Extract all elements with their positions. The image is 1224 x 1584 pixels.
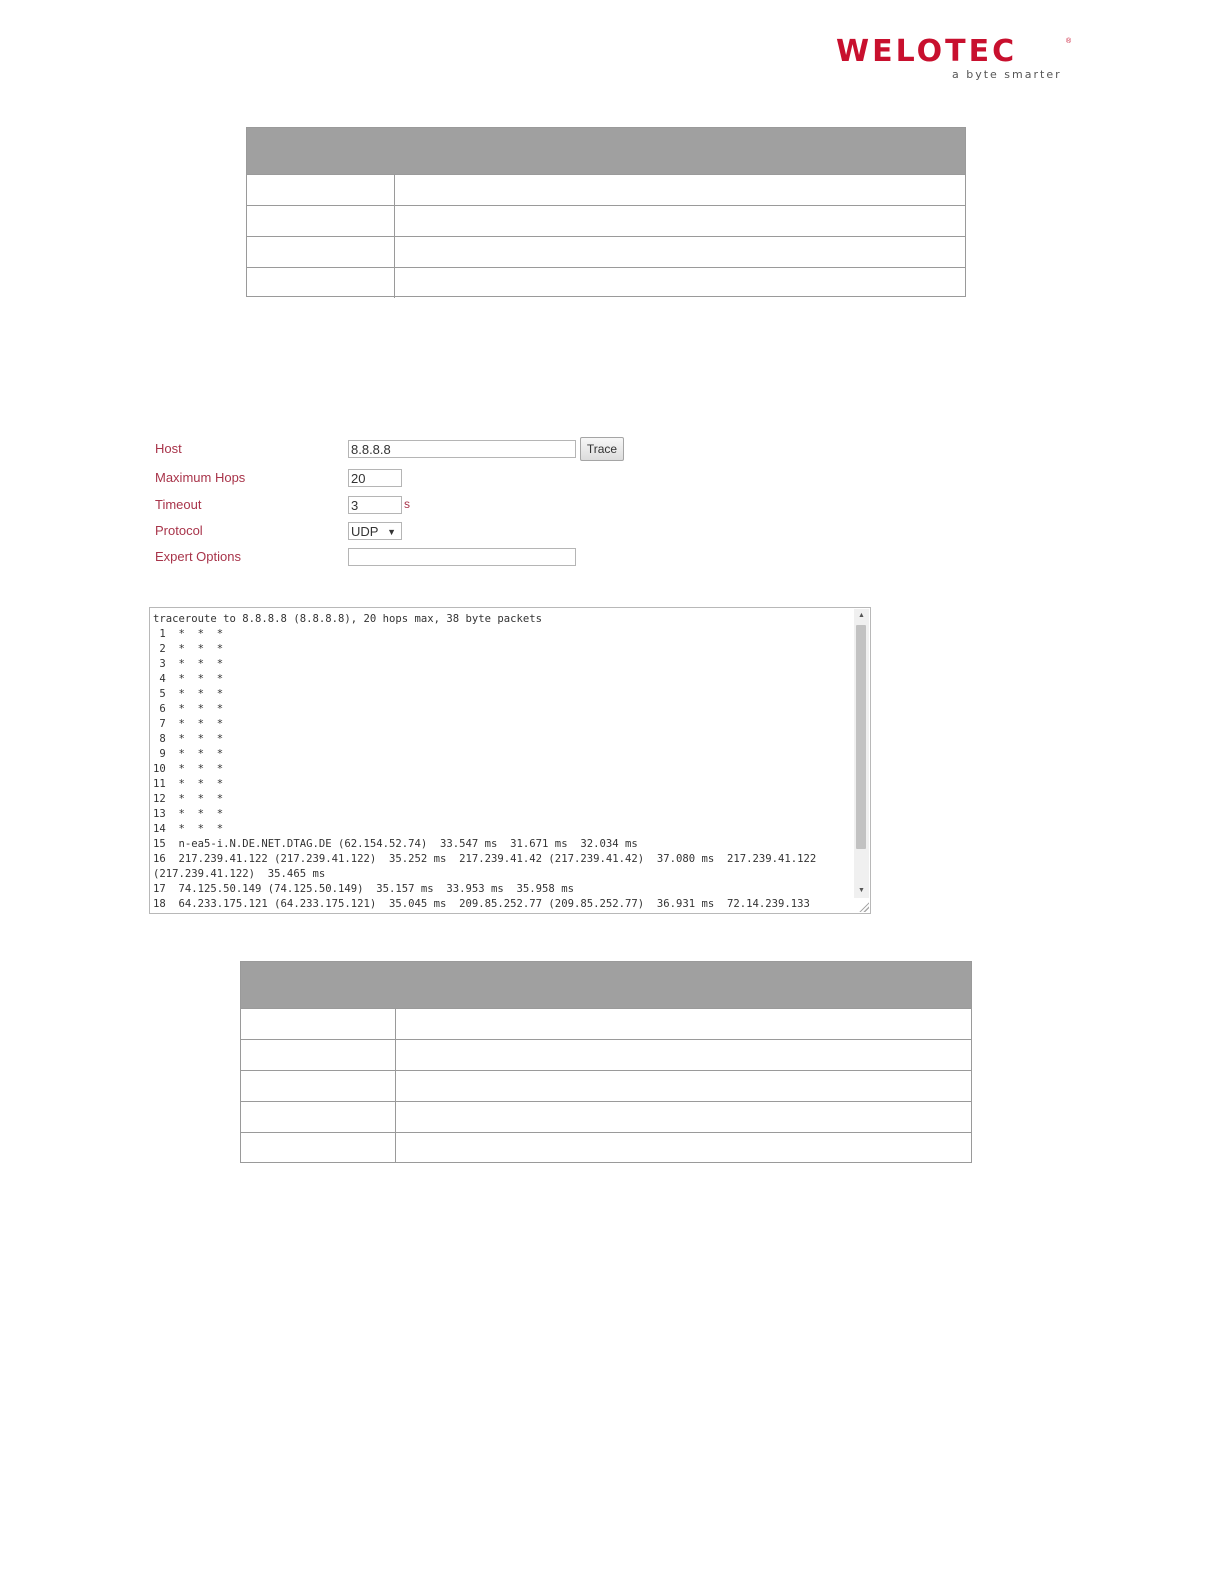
table-cell [395, 268, 965, 298]
table-cell [395, 175, 965, 205]
host-label: Host [155, 441, 182, 456]
table-row [241, 1070, 971, 1101]
table-row [241, 1039, 971, 1070]
timeout-label: Timeout [155, 497, 202, 512]
dropdown-arrow-icon: ▼ [387, 527, 396, 537]
table-cell [241, 1102, 396, 1132]
parameter-table-2 [240, 961, 972, 1163]
output-line: 10 * * * [153, 763, 224, 775]
max-hops-label: Maximum Hops [155, 470, 246, 485]
scroll-up-icon[interactable]: ▲ [858, 612, 865, 619]
table-cell [247, 237, 395, 267]
table-cell [396, 1102, 971, 1132]
output-line: 15 n-ea5-i.N.DE.NET.DTAG.DE (62.154.52.74) 33.547 ms 31.671 ms 32.034 ms [153, 838, 638, 850]
table-row [241, 1101, 971, 1132]
table-cell [395, 206, 965, 236]
table-cell [241, 1133, 396, 1163]
output-line: 1 * * * [153, 628, 224, 640]
table-row [247, 174, 965, 205]
output-line: 8 * * * [153, 733, 224, 745]
output-line: 9 * * * [153, 748, 224, 760]
protocol-select[interactable] [348, 522, 402, 540]
table-cell [396, 1071, 971, 1101]
output-line: 11 * * * [153, 778, 224, 790]
output-line: 14 * * * [153, 823, 224, 835]
output-line: 12 * * * [153, 793, 224, 805]
table-cell [396, 1040, 971, 1070]
expert-options-input[interactable] [348, 548, 576, 566]
table-cell [396, 1009, 971, 1039]
output-line: 6 * * * [153, 703, 224, 715]
output-line: 7 * * * [153, 718, 224, 730]
output-line: 5 * * * [153, 688, 224, 700]
protocol-label: Protocol [155, 523, 203, 538]
output-line: 2 * * * [153, 643, 224, 655]
table-row [241, 1008, 971, 1039]
trace-button[interactable]: Trace [580, 437, 624, 461]
table-cell [395, 237, 965, 267]
output-line: traceroute to 8.8.8.8 (8.8.8.8), 20 hops max, 38 byte packets [153, 613, 543, 625]
logo-wordmark: WELOTEC [836, 34, 1018, 69]
table-row [241, 1132, 971, 1163]
table-cell [247, 175, 395, 205]
table-row [247, 267, 965, 298]
output-line: 18 64.233.175.121 (64.233.175.121) 35.045 ms 209.85.252.77 (209.85.252.77) 36.931 ms 72.14.239.133 [153, 898, 810, 910]
output-line: (217.239.41.122) 35.465 ms [153, 868, 326, 880]
timeout-input[interactable]: 3 [348, 496, 402, 514]
scroll-thumb[interactable] [856, 625, 866, 849]
output-line: 13 * * * [153, 808, 224, 820]
parameter-table-1 [246, 127, 966, 297]
timeout-unit: s [404, 497, 410, 511]
scroll-down-icon[interactable]: ▼ [858, 887, 865, 894]
registered-mark-icon: ® [1066, 38, 1072, 45]
table-row [247, 236, 965, 267]
expert-options-label: Expert Options [155, 549, 241, 564]
table-cell [241, 1009, 396, 1039]
output-line: 3 * * * [153, 658, 224, 670]
host-input[interactable]: 8.8.8.8 [348, 440, 576, 458]
output-text [153, 612, 853, 912]
output-line: 17 74.125.50.149 (74.125.50.149) 35.157 ms 33.953 ms 35.958 ms [153, 883, 574, 895]
table-row [247, 205, 965, 236]
max-hops-input[interactable]: 20 [348, 469, 402, 487]
table-cell [241, 1071, 396, 1101]
output-line: 16 217.239.41.122 (217.239.41.122) 35.252 ms 217.239.41.42 (217.239.41.42) 37.080 ms 217.239.41.122 [153, 853, 817, 865]
table-cell [241, 1040, 396, 1070]
vertical-scrollbar[interactable] [854, 609, 869, 898]
table-header [241, 962, 971, 1008]
welotec-logo [836, 36, 1076, 84]
output-line: 4 * * * [153, 673, 224, 685]
table-header [247, 128, 965, 174]
table-cell [396, 1133, 971, 1163]
resize-grip-icon[interactable] [858, 901, 869, 912]
logo-tagline: a byte smarter [952, 68, 1062, 81]
table-cell [247, 268, 395, 298]
protocol-selected-value: UDP [351, 524, 379, 539]
table-cell [247, 206, 395, 236]
traceroute-output[interactable] [149, 607, 871, 914]
